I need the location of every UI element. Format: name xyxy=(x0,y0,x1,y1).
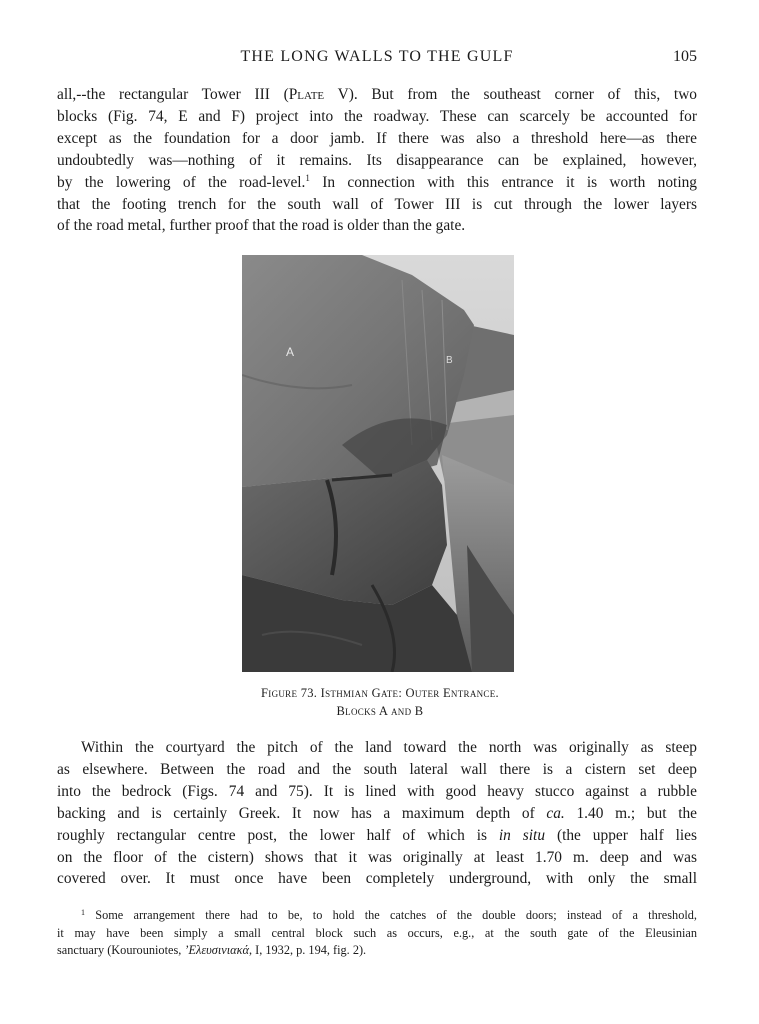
running-title: THE LONG WALLS TO THE GULF xyxy=(240,48,514,65)
paragraph-line: that the footing trench for the south wall of Tower III is cut through the lower layers xyxy=(57,195,697,213)
paragraph-line: undoubtedly was—nothing of it remains. Its disappearance can be explained, however, xyxy=(57,151,697,169)
figure-photograph xyxy=(242,255,514,672)
paragraph-line: except as the foundation for a door jamb. If there was also a threshold here—as there xyxy=(57,129,697,147)
paragraph-2 xyxy=(57,737,697,890)
page-header xyxy=(57,48,697,70)
footnote-line: $^1$ Some arrangement there had to be, to hold the catches of the double doors; instead of a threshold, xyxy=(81,908,697,922)
block-label-a: A xyxy=(286,345,295,359)
paragraph-line: into the bedrock (Figs. 74 and 75). It is lined with good heavy stucco against a rubble xyxy=(57,782,697,800)
paragraph-line: covered over. It must once have been completely underground, with only the small xyxy=(57,870,697,888)
plate-reference: Plate xyxy=(288,86,325,103)
paragraph-line: on the floor of the cistern) shows that it was originally at least 1.70 m. deep and was xyxy=(57,848,697,866)
footnote-marker: 1 xyxy=(305,172,310,183)
paragraph-line: as elsewhere. Between the road and the south lateral wall there is a cistern set deep xyxy=(57,760,697,778)
paragraph-line: blocks (Fig. 74, E and F) project into the roadway. These can scarcely be accounted for xyxy=(57,107,697,125)
caption-line-1: Figure 73. Isthmian Gate: Outer Entrance. xyxy=(261,686,499,700)
footnote-line: sanctuary (Kourouniotes, ’Ελευσινιακά, I, 1932, p. 194, fig. 2). xyxy=(57,943,367,958)
footnote-line: it may have been simply a small central block such as occurs, e.g., at the south gate of the Eleusinian xyxy=(57,925,697,940)
paragraph-line: Within the courtyard the pitch of the land toward the north was originally as steep xyxy=(81,739,697,756)
paragraph-line: by the lowering of the road-level.$^1$ In connection with this entrance it is worth noting xyxy=(57,172,697,191)
paragraph-line: roughly rectangular centre post, the lower half of which is in situ (the upper half lies xyxy=(57,826,697,844)
block-label-b: B xyxy=(446,355,453,366)
paragraph-1 xyxy=(57,84,697,237)
caption-line-2: Blocks A and B xyxy=(336,704,424,718)
paragraph-line: of the road metal, further proof that the road is older than the gate. xyxy=(57,217,466,235)
paragraph-line: backing and is certainly Greek. It now has a maximum depth of ca. 1.40 m.; but the xyxy=(57,804,698,822)
figure-caption xyxy=(180,684,580,720)
footnote-mark: 1 xyxy=(81,908,85,917)
footnote xyxy=(57,907,697,960)
paragraph-line: all,--the rectangular Tower III (Plate V). But from the southeast corner of this, two xyxy=(57,86,697,103)
page-number: 105 xyxy=(673,48,697,65)
